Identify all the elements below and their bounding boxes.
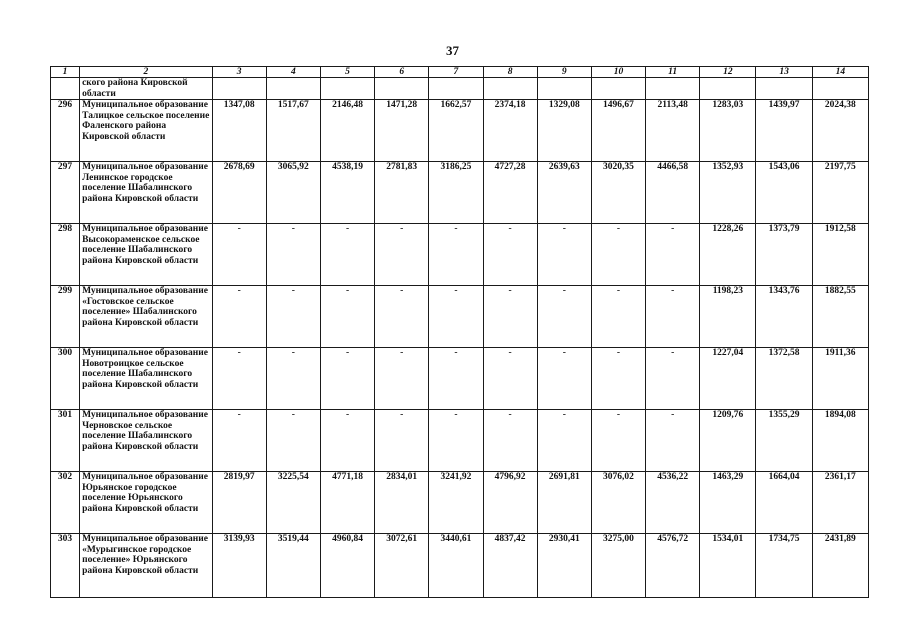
value-cell: - xyxy=(646,410,700,472)
value-cell: - xyxy=(212,286,266,348)
value-cell: 2361,17 xyxy=(812,472,868,534)
value-cell: 3186,25 xyxy=(429,162,483,224)
value-cell: 4727,28 xyxy=(483,162,537,224)
value-cell: 1198,23 xyxy=(700,286,756,348)
value-cell: 1283,03 xyxy=(700,100,756,162)
column-header: 4 xyxy=(266,67,320,78)
value-cell: 2781,83 xyxy=(375,162,429,224)
municipality-name: Муниципальное образование Высокораменское сельское поселение Шабалинского района Кировской области xyxy=(80,224,212,286)
value-cell: 2691,81 xyxy=(537,472,591,534)
value-cell: 2146,48 xyxy=(320,100,374,162)
municipality-name: Муниципальное образование «Гостовское сельское поселение» Шабалинского района Кировской области xyxy=(80,286,212,348)
value-cell: 2374,18 xyxy=(483,100,537,162)
value-cell: - xyxy=(320,410,374,472)
value-cell: 2431,89 xyxy=(812,534,868,598)
row-number: 299 xyxy=(51,286,80,348)
value-cell: - xyxy=(537,348,591,410)
column-header: 14 xyxy=(812,67,868,78)
table-row xyxy=(51,224,869,286)
municipality-name: Муниципальное образование Ленинское городское поселение Шабалинского района Кировской области xyxy=(80,162,212,224)
value-cell: 2024,38 xyxy=(812,100,868,162)
value-cell: 4538,19 xyxy=(320,162,374,224)
table-row xyxy=(51,410,869,472)
table-row xyxy=(51,472,869,534)
value-cell: - xyxy=(591,410,645,472)
column-number-row xyxy=(51,67,869,78)
row-number-cell xyxy=(51,78,80,100)
value-cell: - xyxy=(375,286,429,348)
value-cell: 1894,08 xyxy=(812,410,868,472)
value-cell: 4536,22 xyxy=(646,472,700,534)
value-cell: 3519,44 xyxy=(266,534,320,598)
value-cell: 1343,76 xyxy=(756,286,812,348)
value-cell: 1227,04 xyxy=(700,348,756,410)
value-cell: - xyxy=(591,224,645,286)
value-cell: 3241,92 xyxy=(429,472,483,534)
value-cell: 1496,67 xyxy=(591,100,645,162)
value-cell: 3065,92 xyxy=(266,162,320,224)
value-cell: 1347,08 xyxy=(212,100,266,162)
value-cell: 1463,29 xyxy=(700,472,756,534)
value-cell: - xyxy=(591,348,645,410)
table-row xyxy=(51,100,869,162)
column-header: 6 xyxy=(375,67,429,78)
tariff-table xyxy=(50,66,869,598)
row-number: 298 xyxy=(51,224,80,286)
row-number: 303 xyxy=(51,534,80,598)
value-cell: - xyxy=(646,348,700,410)
value-cell: - xyxy=(266,410,320,472)
value-cell: 1209,76 xyxy=(700,410,756,472)
row-number: 297 xyxy=(51,162,80,224)
continuation-row xyxy=(51,78,869,100)
value-cell: 3139,93 xyxy=(212,534,266,598)
value-cell: 4837,42 xyxy=(483,534,537,598)
value-cell: 1664,04 xyxy=(756,472,812,534)
value-cell: 1912,58 xyxy=(812,224,868,286)
value-cell: - xyxy=(537,224,591,286)
value-cell: 2639,63 xyxy=(537,162,591,224)
value-cell: 1352,93 xyxy=(700,162,756,224)
table-row xyxy=(51,286,869,348)
municipality-name: Муниципальное образование Новотроицкое сельское поселение Шабалинского района Кировской области xyxy=(80,348,212,410)
continuation-text: ского района Кировской области xyxy=(80,78,212,100)
value-cell: - xyxy=(483,410,537,472)
value-cell: 1911,36 xyxy=(812,348,868,410)
value-cell: - xyxy=(591,286,645,348)
column-header: 3 xyxy=(212,67,266,78)
value-cell: 4960,84 xyxy=(320,534,374,598)
column-header: 8 xyxy=(483,67,537,78)
column-header: 7 xyxy=(429,67,483,78)
value-cell: 3076,02 xyxy=(591,472,645,534)
value-cell: 2678,69 xyxy=(212,162,266,224)
row-number: 300 xyxy=(51,348,80,410)
value-cell: 2197,75 xyxy=(812,162,868,224)
municipality-name: Муниципальное образование Талицкое сельское поселение Фаленского района Кировской области xyxy=(80,100,212,162)
value-cell: 4771,18 xyxy=(320,472,374,534)
value-cell: 1534,01 xyxy=(700,534,756,598)
row-number: 301 xyxy=(51,410,80,472)
value-cell: 1543,06 xyxy=(756,162,812,224)
value-cell: - xyxy=(212,224,266,286)
value-cell: - xyxy=(266,348,320,410)
table-row xyxy=(51,162,869,224)
value-cell: 4466,58 xyxy=(646,162,700,224)
municipality-name: Муниципальное образование «Мурыгинское городское поселение» Юрьянского района Кировской области xyxy=(80,534,212,598)
value-cell: - xyxy=(537,286,591,348)
value-cell: - xyxy=(429,348,483,410)
column-header: 13 xyxy=(756,67,812,78)
value-cell: 2113,48 xyxy=(646,100,700,162)
value-cell: 3440,61 xyxy=(429,534,483,598)
value-cell: 2930,41 xyxy=(537,534,591,598)
value-cell: - xyxy=(646,286,700,348)
value-cell: 3275,00 xyxy=(591,534,645,598)
value-cell: 1373,79 xyxy=(756,224,812,286)
value-cell: 1372,58 xyxy=(756,348,812,410)
value-cell: - xyxy=(537,410,591,472)
column-header: 10 xyxy=(591,67,645,78)
value-cell: 1662,57 xyxy=(429,100,483,162)
column-header: 5 xyxy=(320,67,374,78)
value-cell: - xyxy=(320,224,374,286)
municipality-name: Муниципальное образование Черновское сельское поселение Шабалинского района Кировской области xyxy=(80,410,212,472)
value-cell: 1471,28 xyxy=(375,100,429,162)
value-cell: - xyxy=(320,348,374,410)
value-cell: - xyxy=(212,348,266,410)
value-cell: - xyxy=(429,410,483,472)
column-header: 9 xyxy=(537,67,591,78)
value-cell: - xyxy=(375,348,429,410)
value-cell: - xyxy=(212,410,266,472)
value-cell: - xyxy=(429,224,483,286)
municipality-name: Муниципальное образование Юрьянское городское поселение Юрьянского района Кировской области xyxy=(80,472,212,534)
value-cell: - xyxy=(646,224,700,286)
value-cell: 1517,67 xyxy=(266,100,320,162)
value-cell: - xyxy=(266,286,320,348)
value-cell: 1439,97 xyxy=(756,100,812,162)
table-row xyxy=(51,534,869,598)
value-cell: - xyxy=(375,224,429,286)
row-number: 296 xyxy=(51,100,80,162)
value-cell: 1882,55 xyxy=(812,286,868,348)
column-header: 2 xyxy=(80,67,212,78)
value-cell: - xyxy=(483,224,537,286)
value-cell: 3225,54 xyxy=(266,472,320,534)
value-cell: 3020,35 xyxy=(591,162,645,224)
value-cell: - xyxy=(375,410,429,472)
row-number: 302 xyxy=(51,472,80,534)
value-cell: 1734,75 xyxy=(756,534,812,598)
value-cell: 4576,72 xyxy=(646,534,700,598)
column-header: 11 xyxy=(646,67,700,78)
value-cell: - xyxy=(483,348,537,410)
value-cell: - xyxy=(266,224,320,286)
column-header: 12 xyxy=(700,67,756,78)
value-cell: 1329,08 xyxy=(537,100,591,162)
value-cell: - xyxy=(483,286,537,348)
value-cell: - xyxy=(320,286,374,348)
value-cell: 1228,26 xyxy=(700,224,756,286)
value-cell: 4796,92 xyxy=(483,472,537,534)
page-number: 37 xyxy=(446,43,459,58)
value-cell: 3072,61 xyxy=(375,534,429,598)
value-cell: 2819,97 xyxy=(212,472,266,534)
value-cell: 2834,01 xyxy=(375,472,429,534)
value-cell: - xyxy=(429,286,483,348)
column-header: 1 xyxy=(51,67,80,78)
table-row xyxy=(51,348,869,410)
value-cell: 1355,29 xyxy=(756,410,812,472)
